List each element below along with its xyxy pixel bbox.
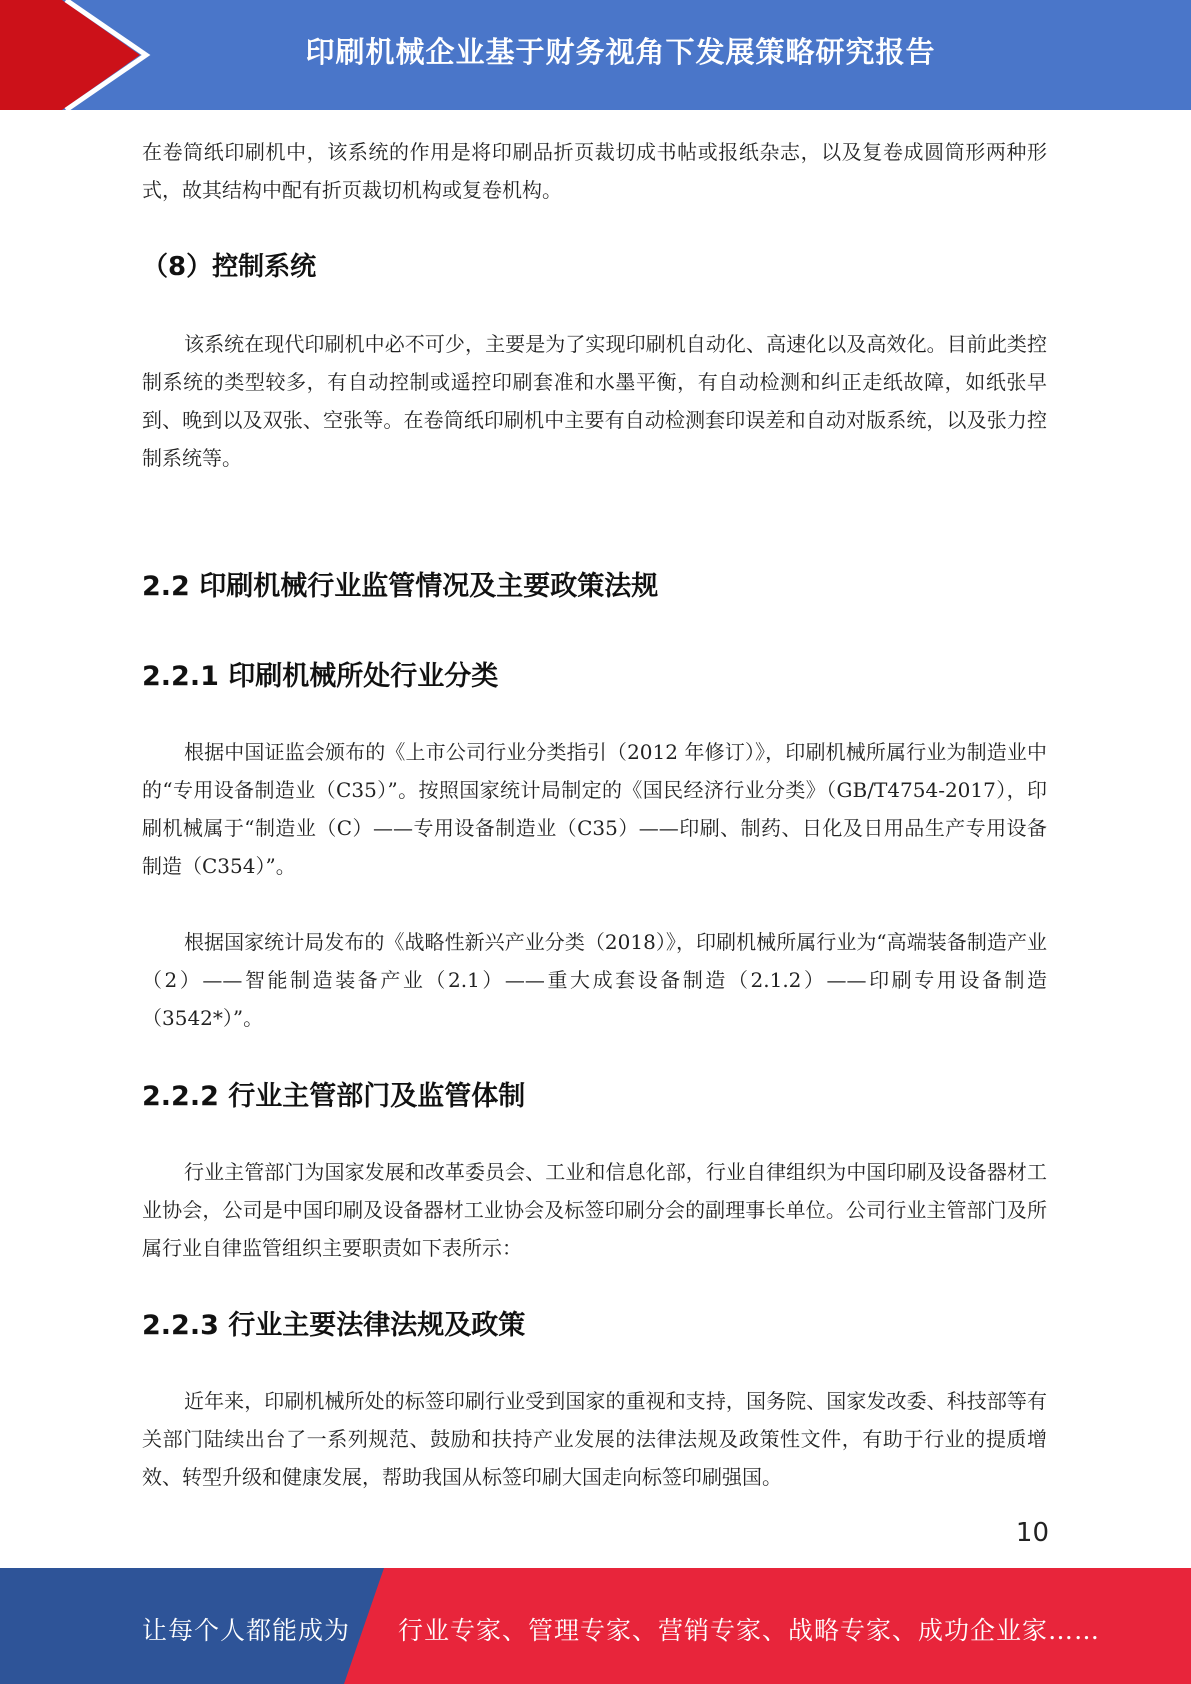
paragraph-laws-policies: 近年来，印刷机械所处的标签印刷行业受到国家的重视和支持，国务院、国家发改委、科技部等有关部门陆续出台了一系列规范、鼓励和扶持产业发展的法律法规及政策性文件，有助于行业的提质增效、转型升级和健康发展，帮助我国从标签印刷大国走向标签印刷强国。: [142, 1389, 1047, 1489]
heading-control-system: （8）控制系统: [142, 252, 317, 282]
footer-slogan-left: 让每个人都能成为: [142, 1616, 351, 1645]
section-heading-2-2-3: 2.2.3 行业主要法律法规及政策: [142, 1310, 526, 1341]
footer-slogan-right: 行业专家、管理专家、营销专家、战略专家、成功企业家……: [398, 1616, 1101, 1645]
document-title: 印刷机械企业基于财务视角下发展策略研究报告: [305, 35, 936, 69]
page-number: 10: [1015, 1518, 1049, 1548]
page-header: [0, 0, 1191, 110]
paragraph-regulatory-authority: 行业主管部门为国家发展和改革委员会、工业和信息化部，行业自律组织为中国印刷及设备器材工业协会，公司是中国印刷及设备器材工业协会及标签印刷分会的副理事长单位。公司行业主管部门及所属行业自律监管组织主要职责如下表所示：: [142, 1160, 1047, 1260]
section-heading-2-2: 2.2 印刷机械行业监管情况及主要政策法规: [142, 571, 659, 602]
paragraph-industry-classification-b: 根据国家统计局发布的《战略性新兴产业分类（2018）》，印刷机械所属行业为“高端装备制造产业（2）——智能制造装备产业（2.1）——重大成套设备制造（2.1.2）——印刷专用设备制造（3542*）”。: [142, 930, 1047, 1030]
paragraph-industry-classification-a: 根据中国证监会颁布的《上市公司行业分类指引（2012 年修订）》，印刷机械所属行业为制造业中的“专用设备制造业（C35）”。按照国家统计局制定的《国民经济行业分类》（GB/T4754-2017），印刷机械属于“制造业（C）——专用设备制造业（C35）——印刷、制药、日化及日用品生产专用设备制造（C354）”。: [142, 740, 1047, 878]
header-arrow-decoration: [0, 0, 152, 110]
section-heading-2-2-1: 2.2.1 印刷机械所处行业分类: [142, 661, 499, 692]
paragraph-folding-system: 在卷筒纸印刷机中，该系统的作用是将印刷品折页裁切成书帖或报纸杂志，以及复卷成圆筒形两种形式，故其结构中配有折页裁切机构或复卷机构。: [142, 140, 1047, 202]
page-footer: [0, 1568, 1191, 1684]
paragraph-control-system: 该系统在现代印刷机中必不可少，主要是为了实现印刷机自动化、高速化以及高效化。目前此类控制系统的类型较多，有自动控制或遥控印刷套准和水墨平衡，有自动检测和纠正走纸故障，如纸张早到、晚到以及双张、空张等。在卷筒纸印刷机中主要有自动检测套印误差和自动对版系统，以及张力控制系统等。: [142, 332, 1047, 470]
section-heading-2-2-2: 2.2.2 行业主管部门及监管体制: [142, 1081, 526, 1112]
